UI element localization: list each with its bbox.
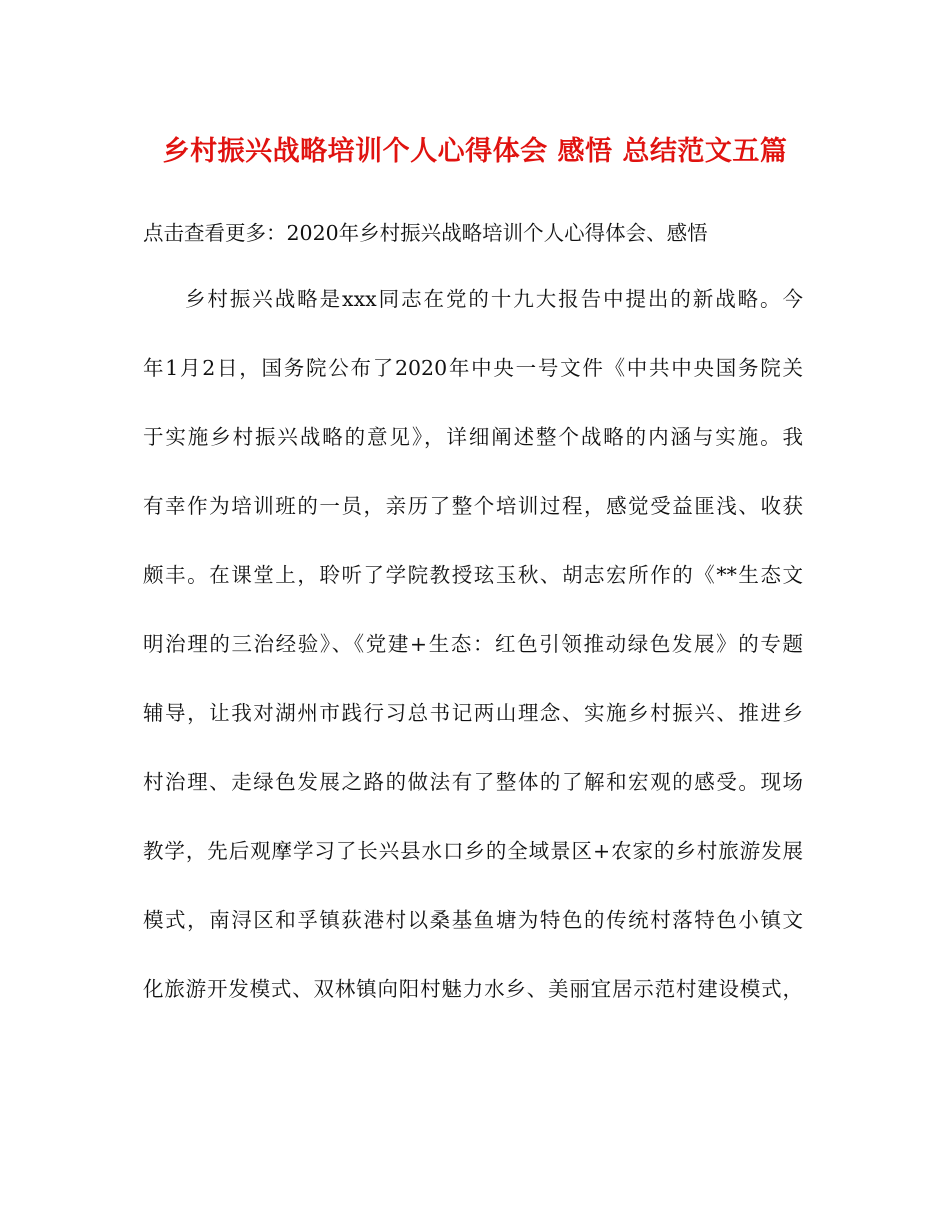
paragraph-line: 化旅游开发模式、双林镇向阳村魅力水乡、美丽宜居示范村建设模式， — [143, 977, 803, 1001]
paragraph-line: 明治理的三治经验》、《党建+生态：红色引领推动绿色发展》的专题 — [143, 632, 803, 656]
paragraph-line: 颇丰。在课堂上，聆听了学院教授玹玉秋、胡志宏所作的《**生态文 — [143, 563, 803, 587]
paragraph-line: 乡村振兴战略是xxx同志在党的十九大报告中提出的新战略。今 — [185, 287, 803, 311]
paragraph-line: 村治理、走绿色发展之路的做法有了整体的了解和宏观的感受。现场 — [143, 770, 803, 794]
paragraph-line: 于实施乡村振兴战略的意见》，详细阐述整个战略的内涵与实施。我 — [143, 425, 803, 449]
more-link-text: 点击查看更多：2020年乡村振兴战略培训个人心得体会、感悟 — [143, 221, 708, 245]
paragraph-line: 辅导，让我对湖州市践行习总书记两山理念、实施乡村振兴、推进乡 — [143, 701, 803, 725]
document-title: 乡村振兴战略培训个人心得体会 感悟 总结范文五篇 — [162, 136, 788, 167]
paragraph-line: 年1月2日，国务院公布了2020年中央一号文件《中共中央国务院关 — [143, 356, 803, 380]
paragraph-line: 有幸作为培训班的一员，亲历了整个培训过程，感觉受益匪浅、收获 — [143, 494, 803, 518]
paragraph-line: 教学，先后观摩学习了长兴县水口乡的全域景区+农家的乡村旅游发展 — [143, 839, 803, 863]
paragraph-line: 模式，南浔区和孚镇荻港村以桑基鱼塘为特色的传统村落特色小镇文 — [143, 908, 803, 932]
